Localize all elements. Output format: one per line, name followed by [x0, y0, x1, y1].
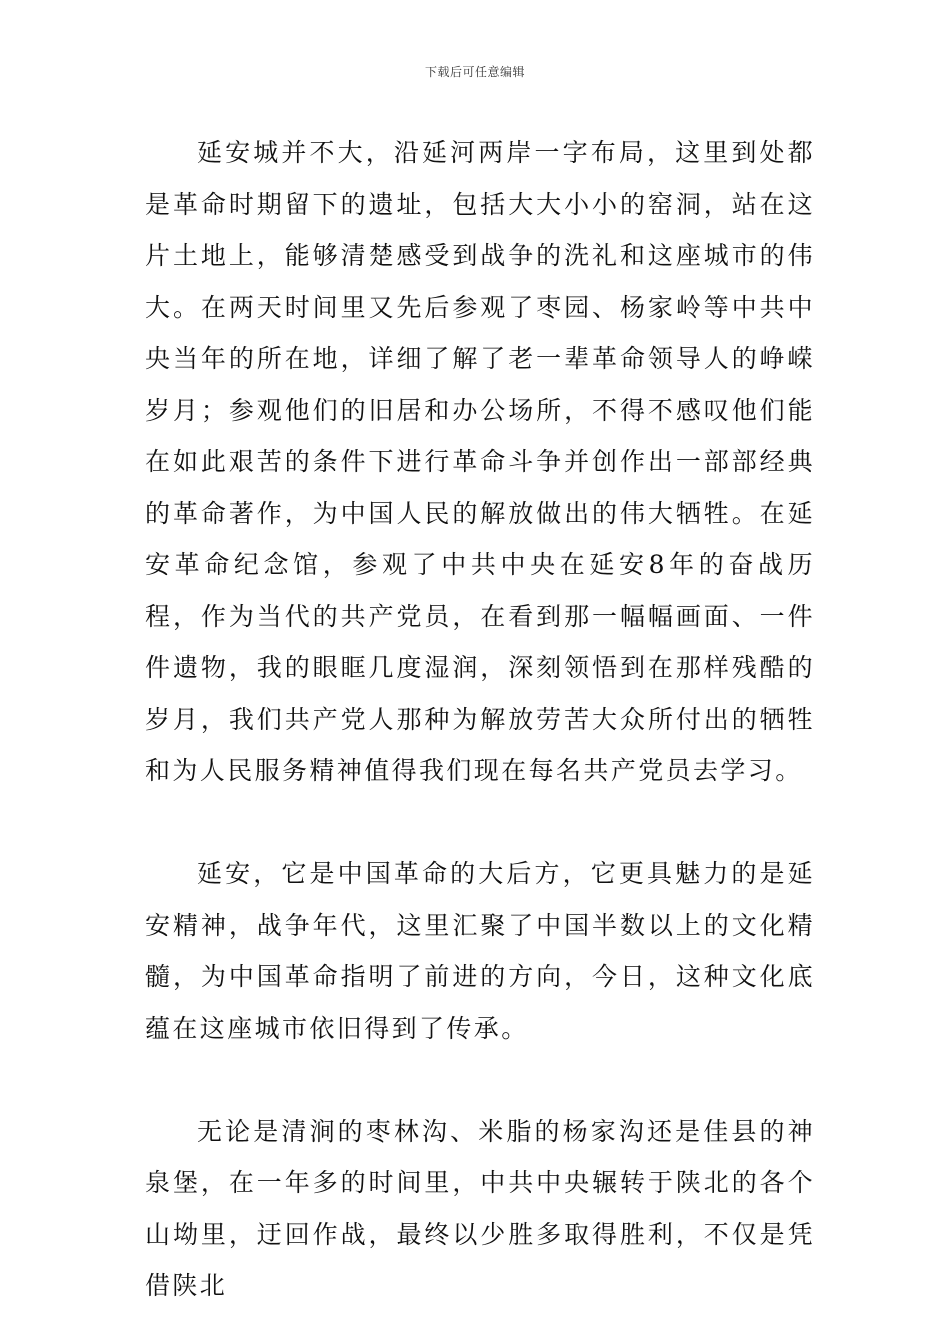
paragraph-3: 无论是清涧的枣林沟、米脂的杨家沟还是佳县的神泉堡，在一年多的时间里，中共中央辗转于陕北的各个山坳里，迂回作战，最终以少胜多取得胜利，不仅是凭借陕北 [145, 1116, 815, 1300]
page-header-note: 下载后可任意编辑 [424, 65, 525, 79]
document-body [145, 127, 815, 1312]
paragraph-2: 延安，它是中国革命的大后方，它更具魅力的是延安精神，战争年代，这里汇聚了中国半数以上的文化精髓，为中国革命指明了前进的方向，今日，这种文化底蕴在这座城市依旧得到了传承。 [145, 859, 815, 1043]
paragraph-1: 延安城并不大，沿延河两岸一字布局，这里到处都是革命时期留下的遗址，包括大大小小的窑洞，站在这片土地上，能够清楚感受到战争的洗礼和这座城市的伟大。在两天时间里又先后参观了枣园、杨家岭等中共中央当年的所在地，详细了解了老一辈革命领导人的峥嵘岁月；参观他们的旧居和办公场所，不得不感叹他们能在如此艰苦的条件下进行革命斗争并创作出一部部经典的革命著作，为中国人民的解放做出的伟大牺牲。在延安革命纪念馆，参观了中共中央在延安8年的奋战历程，作为当代的共产党员，在看到那一幅幅画面、一件件遗物，我的眼眶几度湿润，深刻领悟到在那样残酷的岁月，我们共产党人那种为解放劳苦大众所付出的牺牲和为人民服务精神值得我们现在每名共产党员去学习。 [145, 138, 815, 785]
